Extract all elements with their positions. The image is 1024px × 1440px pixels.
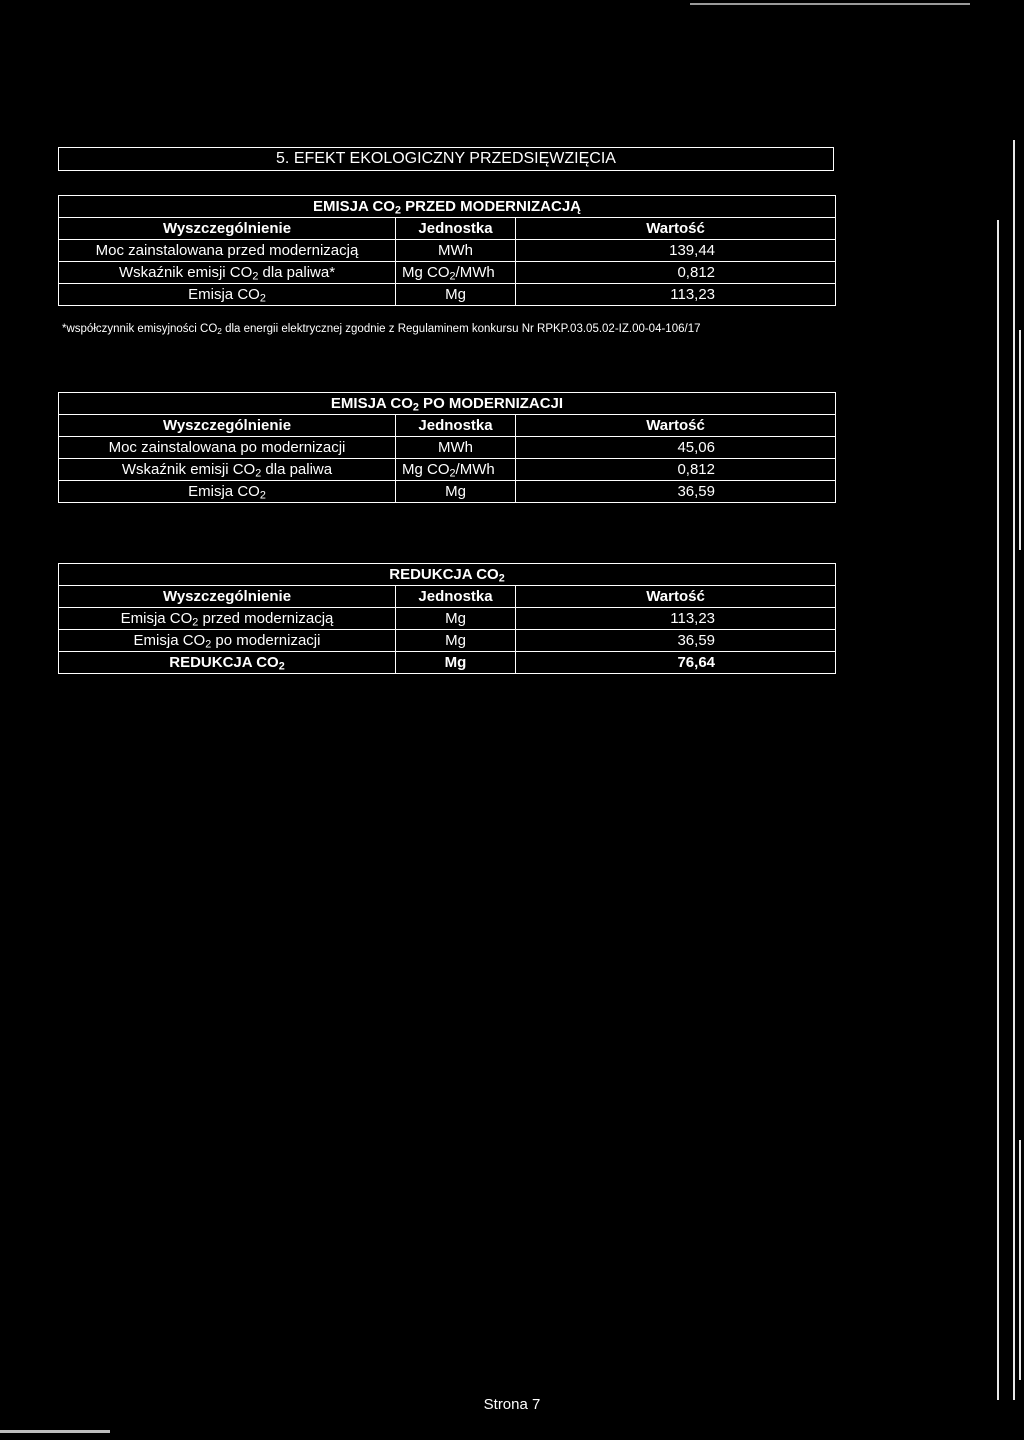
header-value: Wartość [516, 586, 836, 608]
table-header-row [59, 586, 836, 608]
table-row [59, 608, 836, 630]
footnote: *współczynnik emisyjności $CO_2$ dla energii elektrycznej zgodnie z Regulaminem konkursu Nr RPKP.03.05.02-IZ.00-04-106/17 [62, 323, 701, 337]
row-value: 113,23 [516, 608, 836, 630]
total-row [59, 652, 836, 674]
row-label: Emisja $CO_2$ przed modernizacją [59, 608, 396, 630]
scan-top-line [690, 3, 970, 5]
row-label: Wskaźnik emisji $CO_2$ dla paliwa [59, 459, 396, 481]
emission-after-table [58, 392, 836, 503]
table-title-row [59, 196, 836, 218]
table-title: REDUKCJA $CO_2$ [59, 564, 836, 586]
header-item: Wyszczególnienie [59, 586, 396, 608]
table-row [59, 459, 836, 481]
table-header-row [59, 218, 836, 240]
header-unit: Jednostka [396, 586, 516, 608]
row-label: Emisja $CO_2$ [59, 284, 396, 306]
table-title-row [59, 564, 836, 586]
row-unit: Mg [396, 481, 516, 503]
table-row [59, 240, 836, 262]
row-value: 0,812 [516, 459, 836, 481]
table-title: EMISJA $CO_2$ PO MODERNIZACJI [59, 393, 836, 415]
row-unit: Mg $CO_2$/MWh [396, 459, 516, 481]
table-row [59, 262, 836, 284]
row-label: Moc zainstalowana po modernizacji [59, 437, 396, 459]
row-value: 76,64 [516, 652, 836, 674]
row-unit: Mg [396, 608, 516, 630]
row-unit: Mg [396, 284, 516, 306]
row-value: 36,59 [516, 481, 836, 503]
table-header-row [59, 415, 836, 437]
row-value: 0,812 [516, 262, 836, 284]
reduction-table [58, 563, 836, 674]
row-unit: MWh [396, 437, 516, 459]
row-value: 139,44 [516, 240, 836, 262]
row-value: 36,59 [516, 630, 836, 652]
scan-edge-line [1019, 330, 1021, 550]
header-value: Wartość [516, 415, 836, 437]
scan-edge-line [1013, 140, 1015, 1400]
row-value: 45,06 [516, 437, 836, 459]
row-label: Emisja $CO_2$ [59, 481, 396, 503]
table-title-row [59, 393, 836, 415]
table-row [59, 437, 836, 459]
row-label: Emisja $CO_2$ po modernizacji [59, 630, 396, 652]
scan-edge-line [997, 220, 999, 1400]
emission-before-table [58, 195, 836, 306]
row-label: Wskaźnik emisji $CO_2$ dla paliwa* [59, 262, 396, 284]
table-row [59, 630, 836, 652]
scan-bottom-line [0, 1430, 110, 1433]
row-label: REDUKCJA $CO_2$ [59, 652, 396, 674]
row-unit: Mg $CO_2$/MWh [396, 262, 516, 284]
scan-edge-line [1019, 1140, 1021, 1380]
page-number: Strona 7 [483, 1396, 541, 1413]
row-label: Moc zainstalowana przed modernizacją [59, 240, 396, 262]
section-title: 5. EFEKT EKOLOGICZNY PRZEDSIĘWZIĘCIA [58, 147, 834, 171]
header-item: Wyszczególnienie [59, 218, 396, 240]
row-unit: Mg [396, 630, 516, 652]
table-title: EMISJA $CO_2$ PRZED MODERNIZACJĄ [59, 196, 836, 218]
header-unit: Jednostka [396, 218, 516, 240]
row-unit: Mg [396, 652, 516, 674]
header-item: Wyszczególnienie [59, 415, 396, 437]
table-row [59, 481, 836, 503]
header-value: Wartość [516, 218, 836, 240]
table-row [59, 284, 836, 306]
row-unit: MWh [396, 240, 516, 262]
header-unit: Jednostka [396, 415, 516, 437]
row-value: 113,23 [516, 284, 836, 306]
